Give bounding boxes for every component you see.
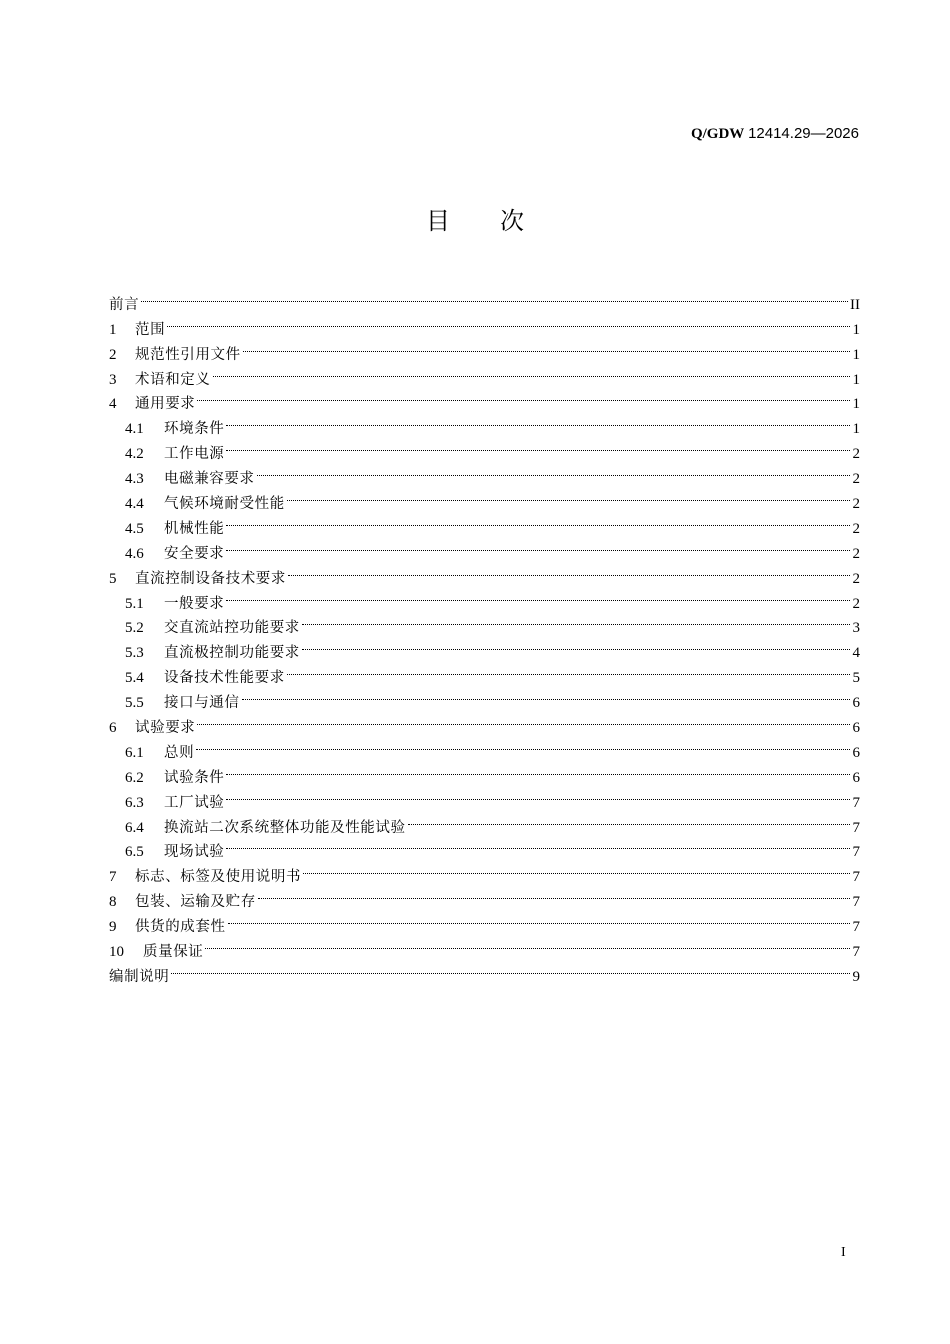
toc-entry-page: 7 [852,894,860,911]
toc-dot-leader [257,458,850,483]
toc-entry-label: 交直流站控功能要求 [164,620,300,637]
toc-entry-page: 6 [852,769,860,786]
toc-entry-page: 7 [852,869,860,886]
toc-entry-page: 6 [852,695,860,712]
table-of-contents [109,284,860,985]
toc-entry-label: 工厂试验 [164,794,225,811]
toc-entry[interactable] [109,334,860,363]
toc-dot-leader [303,856,850,881]
toc-entry-page: 3 [852,620,860,637]
toc-entry-page: 7 [852,794,860,811]
toc-entry-label: 气候环境耐受性能 [164,496,285,513]
toc-dot-leader [258,881,850,906]
toc-entry-number: 5 [109,570,117,587]
toc-entry-label: 直流极控制功能要求 [164,645,300,662]
toc-dot-leader [167,309,850,334]
toc-entry-page: 1 [852,421,860,438]
toc-entry-number: 6.1 [125,744,144,761]
toc-entry-number: 4.1 [125,421,144,438]
toc-entry[interactable] [109,732,860,761]
toc-dot-leader [302,632,850,657]
document-code-number: 12414.29—2026 [748,125,859,142]
toc-entry-number: 6.2 [125,769,144,786]
toc-entry-number: 4 [109,396,117,413]
toc-entry-page: 2 [852,496,860,513]
document-code-prefix: Q/GDW [690,126,745,142]
toc-entry-label: 接口与通信 [164,695,240,712]
toc-dot-leader [141,284,848,309]
toc-entry[interactable] [109,309,860,338]
toc-entry-label: 环境条件 [164,421,225,438]
toc-entry-label: 术语和定义 [135,371,211,388]
toc-dot-leader [226,533,850,558]
toc-entry[interactable] [109,384,860,413]
toc-entry-page: 7 [852,919,860,936]
toc-entry[interactable] [109,707,860,737]
toc-entry-page: 9 [852,968,860,985]
toc-dot-leader [288,558,850,583]
toc-entry-page: 7 [852,819,860,836]
toc-dot-leader [226,508,850,533]
toc-title: 目次 [426,207,574,235]
toc-entry-page: 2 [852,520,860,537]
toc-dot-leader [226,757,850,782]
toc-entry-label: 试验要求 [135,720,196,737]
toc-entry-page: 7 [852,844,860,861]
toc-dot-leader [213,359,851,384]
toc-entry-page: 1 [852,371,860,388]
toc-entry-page: 2 [852,471,860,488]
toc-dot-leader [226,583,850,608]
toc-entry-label: 设备技术性能要求 [164,670,285,687]
page-number: I [841,1245,846,1260]
toc-entry[interactable] [109,956,860,985]
toc-dot-leader [226,782,850,807]
toc-entry-number: 5.1 [125,595,144,612]
toc-entry-number: 6.3 [125,794,144,811]
toc-entry-number: 4.3 [125,471,144,488]
toc-dot-leader [242,682,851,707]
toc-entry-label: 通用要求 [135,396,196,413]
toc-entry-page: 4 [852,645,860,662]
toc-entry-number: 4.2 [125,446,144,463]
toc-entry-page: II [850,296,860,313]
toc-dot-leader [226,408,850,433]
toc-entry[interactable] [109,408,860,438]
toc-entry[interactable] [109,284,860,313]
toc-entry-page: 1 [852,321,860,338]
toc-dot-leader [226,433,850,458]
toc-entry-label: 换流站二次系统整体功能及性能试验 [164,819,406,836]
toc-entry[interactable] [109,931,860,961]
toc-entry-number: 1 [109,321,117,338]
toc-entry-label: 直流控制设备技术要求 [135,570,286,587]
toc-dot-leader [171,956,850,981]
toc-entry[interactable] [109,359,860,388]
toc-entry-page: 5 [852,670,860,687]
toc-dot-leader [226,832,850,857]
toc-entry-page: 2 [852,545,860,562]
toc-entry-label: 机械性能 [164,520,225,537]
toc-entry-page: 2 [852,446,860,463]
toc-entry-number: 5.4 [125,670,144,687]
toc-entry-number: 3 [109,371,117,388]
toc-dot-leader [302,608,850,633]
toc-entry-label: 电磁兼容要求 [164,471,255,488]
toc-entry-label: 规范性引用文件 [135,346,241,363]
toc-entry-page: 1 [852,346,860,363]
toc-entry-label: 工作电源 [164,446,225,463]
toc-entry-page: 7 [852,944,860,961]
toc-dot-leader [243,334,850,359]
toc-dot-leader [197,384,850,409]
toc-entry-label: 编制说明 [109,968,170,985]
toc-entry-page: 2 [852,570,860,587]
toc-entry-page: 6 [852,744,860,761]
toc-dot-leader [197,707,850,732]
toc-entry-number: 4.4 [125,496,144,513]
toc-entry-number: 5.5 [125,695,144,712]
toc-entry-number: 6 [109,720,117,737]
toc-entry-number: 6.4 [125,819,144,836]
toc-dot-leader [205,931,850,956]
toc-entry-label: 现场试验 [164,844,225,861]
toc-entry-number: 4.5 [125,520,144,537]
toc-entry-page: 1 [852,396,860,413]
toc-entry-number: 7 [109,869,117,886]
toc-entry-label: 质量保证 [143,944,204,961]
toc-entry-label: 总则 [164,744,195,761]
toc-entry-page: 2 [852,595,860,612]
toc-entry-label: 前言 [109,296,140,313]
toc-entry-number: 5.2 [125,620,144,637]
toc-entry-label: 供货的成套性 [135,919,226,936]
toc-dot-leader [196,732,850,757]
toc-entry-number: 9 [109,919,117,936]
toc-entry-label: 包装、运输及贮存 [135,894,256,911]
toc-entry-number: 2 [109,346,117,363]
document-code [691,124,859,144]
toc-entry-label: 试验条件 [164,769,225,786]
toc-entry-label: 安全要求 [164,545,225,562]
toc-entry-number: 6.5 [125,844,144,861]
toc-entry-label: 标志、标签及使用说明书 [135,869,302,886]
toc-entry-page: 6 [852,720,860,737]
toc-entry[interactable] [109,757,860,786]
toc-dot-leader [287,483,850,508]
toc-dot-leader [287,657,850,682]
toc-entry-number: 10 [109,944,124,961]
toc-entry-label: 范围 [135,321,166,338]
toc-entry-number: 4.6 [125,545,144,562]
toc-entry-number: 8 [109,894,117,911]
toc-dot-leader [228,906,850,931]
toc-entry-number: 5.3 [125,645,144,662]
toc-entry-label: 一般要求 [164,595,225,612]
toc-dot-leader [408,807,850,832]
